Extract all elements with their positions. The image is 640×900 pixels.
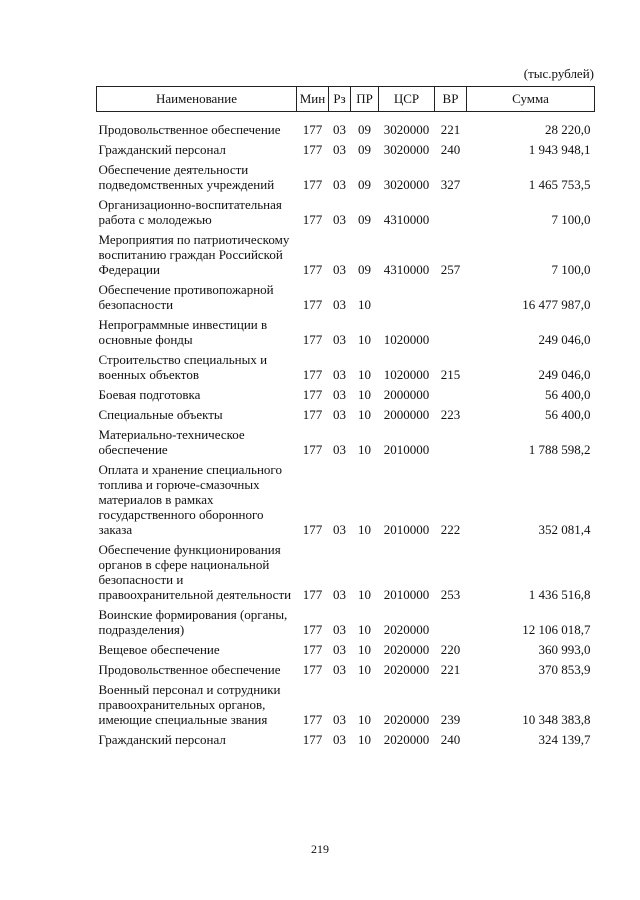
header-name: Наименование xyxy=(97,87,297,112)
row-name: Гражданский персонал xyxy=(98,732,226,747)
row-csr: 2020000 xyxy=(383,662,430,677)
row-min: 177 xyxy=(302,262,323,277)
row-min: 177 xyxy=(302,212,323,227)
page-number: 219 xyxy=(311,842,329,856)
row-rz: 03 xyxy=(333,587,346,602)
row-vr xyxy=(435,195,467,230)
row-rz: 03 xyxy=(333,212,346,227)
table-row xyxy=(97,460,595,540)
row-sum: 7 100,0 xyxy=(551,262,591,277)
row-name: Воинские формирования (органы, подразделения) xyxy=(98,607,288,637)
header-csr: ЦСР xyxy=(379,87,435,112)
row-rz: 03 xyxy=(333,407,346,422)
row-rz: 03 xyxy=(333,522,346,537)
row-sum: 249 046,0 xyxy=(538,367,591,382)
row-csr: 1020000 xyxy=(383,367,430,382)
units-note: (тыс.рублей) xyxy=(523,66,594,81)
row-name: Продовольственное обеспечение xyxy=(98,662,281,677)
row-csr: 2010000 xyxy=(383,587,430,602)
row-csr xyxy=(379,280,435,315)
row-min: 177 xyxy=(302,177,323,192)
row-vr: 215 xyxy=(440,367,461,382)
row-pr: 10 xyxy=(358,522,371,537)
row-rz: 03 xyxy=(333,122,346,137)
table-row xyxy=(97,405,595,425)
row-name: Строительство специальных и военных объектов xyxy=(98,352,268,382)
row-min: 177 xyxy=(302,407,323,422)
row-rz: 03 xyxy=(333,387,346,402)
row-pr: 09 xyxy=(358,142,371,157)
row-sum: 56 400,0 xyxy=(545,387,591,402)
row-vr: 240 xyxy=(440,142,461,157)
row-vr: 239 xyxy=(440,712,461,727)
row-pr: 10 xyxy=(358,662,371,677)
row-vr: 327 xyxy=(440,177,461,192)
row-vr: 253 xyxy=(440,587,461,602)
row-csr: 2000000 xyxy=(383,407,430,422)
row-name: Обеспечение деятельности подведомственных учреждений xyxy=(98,162,275,192)
row-name: Материально-техническое обеспечение xyxy=(98,427,245,457)
row-vr xyxy=(435,280,467,315)
row-pr: 10 xyxy=(358,587,371,602)
row-sum: 56 400,0 xyxy=(545,407,591,422)
row-sum: 10 348 383,8 xyxy=(522,712,591,727)
row-sum: 16 477 987,0 xyxy=(522,297,591,312)
row-vr: 220 xyxy=(440,642,461,657)
header-pr: ПР xyxy=(351,87,379,112)
row-pr: 10 xyxy=(358,387,371,402)
row-name: Оплата и хранение специального топлива и горюче-смазочных материалов в рамках государственного оборонного заказа xyxy=(98,462,282,537)
table-row xyxy=(97,195,595,230)
table-row xyxy=(97,120,595,140)
row-min: 177 xyxy=(302,732,323,747)
row-name: Мероприятия по патриотическому воспитанию граждан Российской Федерации xyxy=(98,232,290,277)
row-pr: 10 xyxy=(358,642,371,657)
table-row xyxy=(97,385,595,405)
row-rz: 03 xyxy=(333,662,346,677)
row-vr xyxy=(435,385,467,405)
row-csr: 4310000 xyxy=(383,262,430,277)
row-rz: 03 xyxy=(333,177,346,192)
row-sum: 370 853,9 xyxy=(538,662,591,677)
table-row xyxy=(97,680,595,730)
row-rz: 03 xyxy=(333,297,346,312)
row-sum: 1 943 948,1 xyxy=(528,142,591,157)
row-pr: 10 xyxy=(358,332,371,347)
row-min: 177 xyxy=(302,297,323,312)
row-rz: 03 xyxy=(333,367,346,382)
row-pr: 10 xyxy=(358,622,371,637)
row-name: Непрограммные инвестиции в основные фонды xyxy=(98,317,268,347)
row-vr: 221 xyxy=(440,662,461,677)
row-vr xyxy=(435,425,467,460)
row-vr: 240 xyxy=(440,732,461,747)
budget-table xyxy=(96,86,595,750)
row-min: 177 xyxy=(302,332,323,347)
row-min: 177 xyxy=(302,712,323,727)
row-name: Боевая подготовка xyxy=(98,387,201,402)
table-row xyxy=(97,315,595,350)
table-row xyxy=(97,730,595,750)
row-csr: 3020000 xyxy=(383,122,430,137)
row-vr: 257 xyxy=(440,262,461,277)
row-min: 177 xyxy=(302,662,323,677)
row-pr: 09 xyxy=(358,212,371,227)
row-rz: 03 xyxy=(333,622,346,637)
row-sum: 352 081,4 xyxy=(538,522,591,537)
row-vr xyxy=(435,605,467,640)
row-rz: 03 xyxy=(333,442,346,457)
row-csr: 2020000 xyxy=(383,712,430,727)
row-sum: 1 788 598,2 xyxy=(528,442,591,457)
row-vr: 223 xyxy=(440,407,461,422)
header-min: Мин xyxy=(297,87,329,112)
row-pr: 10 xyxy=(358,712,371,727)
row-sum: 1 436 516,8 xyxy=(528,587,591,602)
row-name: Гражданский персонал xyxy=(98,142,226,157)
row-csr: 2020000 xyxy=(383,642,430,657)
header-vr: ВР xyxy=(435,87,467,112)
row-min: 177 xyxy=(302,642,323,657)
table-row xyxy=(97,640,595,660)
row-pr: 10 xyxy=(358,367,371,382)
row-csr: 2020000 xyxy=(383,732,430,747)
row-name: Вещевое обеспечение xyxy=(98,642,220,657)
table-row xyxy=(97,660,595,680)
row-rz: 03 xyxy=(333,712,346,727)
table-row xyxy=(97,230,595,280)
row-pr: 10 xyxy=(358,297,371,312)
row-min: 177 xyxy=(302,122,323,137)
header-sum: Сумма xyxy=(467,87,595,112)
row-csr: 3020000 xyxy=(383,142,430,157)
row-min: 177 xyxy=(302,442,323,457)
row-csr: 3020000 xyxy=(383,177,430,192)
row-rz: 03 xyxy=(333,332,346,347)
row-pr: 10 xyxy=(358,442,371,457)
row-csr: 4310000 xyxy=(383,212,430,227)
row-rz: 03 xyxy=(333,262,346,277)
row-sum: 12 106 018,7 xyxy=(522,622,591,637)
row-csr: 2010000 xyxy=(383,522,430,537)
row-csr: 1020000 xyxy=(383,332,430,347)
header-rz: Рз xyxy=(329,87,351,112)
row-name: Специальные объекты xyxy=(98,407,223,422)
row-pr: 09 xyxy=(358,177,371,192)
row-name: Организационно-воспитательная работа с молодежью xyxy=(98,197,282,227)
row-vr: 221 xyxy=(440,122,461,137)
table-row xyxy=(97,350,595,385)
table-body xyxy=(97,112,595,751)
table-row xyxy=(97,425,595,460)
row-sum: 7 100,0 xyxy=(551,212,591,227)
row-min: 177 xyxy=(302,142,323,157)
row-csr: 2000000 xyxy=(383,387,430,402)
row-pr: 10 xyxy=(358,407,371,422)
table-row xyxy=(97,280,595,315)
row-name: Военный персонал и сотрудники правоохранительных органов, имеющие специальные звания xyxy=(98,682,281,727)
row-vr xyxy=(435,315,467,350)
row-sum: 1 465 753,5 xyxy=(528,177,591,192)
table-header xyxy=(97,87,595,112)
row-min: 177 xyxy=(302,587,323,602)
row-sum: 324 139,7 xyxy=(538,732,591,747)
row-min: 177 xyxy=(302,367,323,382)
row-csr: 2020000 xyxy=(383,622,430,637)
row-min: 177 xyxy=(302,522,323,537)
table-row xyxy=(97,540,595,605)
row-rz: 03 xyxy=(333,732,346,747)
row-vr: 222 xyxy=(440,522,461,537)
row-sum: 28 220,0 xyxy=(545,122,591,137)
row-pr: 09 xyxy=(358,122,371,137)
row-csr: 2010000 xyxy=(383,442,430,457)
row-min: 177 xyxy=(302,387,323,402)
row-min: 177 xyxy=(302,622,323,637)
table-row xyxy=(97,140,595,160)
table-row xyxy=(97,605,595,640)
row-rz: 03 xyxy=(333,142,346,157)
row-sum: 360 993,0 xyxy=(538,642,591,657)
row-name: Продовольственное обеспечение xyxy=(98,122,281,137)
row-pr: 10 xyxy=(358,732,371,747)
row-sum: 249 046,0 xyxy=(538,332,591,347)
row-name: Обеспечение функционирования органов в сфере национальной безопасности и правоохранительной деятельности xyxy=(98,542,292,602)
row-name: Обеспечение противопожарной безопасности xyxy=(98,282,274,312)
row-rz: 03 xyxy=(333,642,346,657)
table-row xyxy=(97,160,595,195)
row-pr: 09 xyxy=(358,262,371,277)
